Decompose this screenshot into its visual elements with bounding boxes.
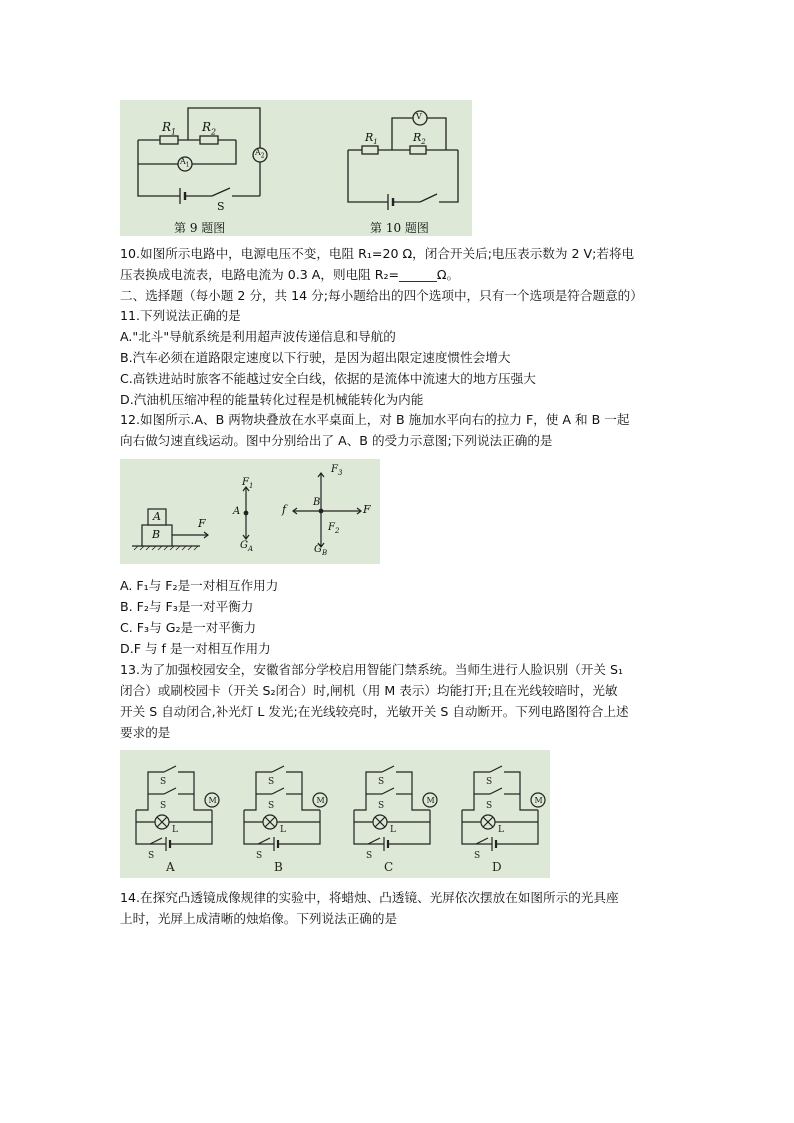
q13-line3: 开关 S 自动闭合,补光灯 L 发光;在光线较亮时，光敏开关 S 自动断开。下列电路图符合上述 — [120, 704, 629, 719]
label-f3: $F_3$ — [331, 464, 343, 477]
voltmeter-v: V — [416, 112, 422, 121]
circuit-option-c — [354, 766, 437, 874]
label-ga: $G_A$ — [240, 540, 254, 553]
q13-line1: 13.为了加强校园安全，安徽省部分学校启用智能门禁系统。当师生进行人脸识别（开关 S₁ — [120, 662, 624, 677]
q10-line1: 10.如图所示电路中，电源电压不变，电阻 R₁=20 Ω，闭合开关后;电压表示数为 2 V;若将电 — [120, 246, 635, 261]
motor-m-label: M — [208, 796, 217, 805]
label-r1: $R_1$ — [162, 120, 177, 137]
label-f2: $F_2$ — [328, 522, 340, 535]
q11-stem: 11.下列说法正确的是 — [120, 308, 241, 323]
q12-option-d: D.F 与 f 是一对相互作用力 — [120, 641, 271, 656]
caption-q9: 第 9 题图 — [174, 221, 226, 235]
q13-line4: 要求的是 — [120, 725, 171, 740]
label-s: S — [148, 851, 155, 861]
circuit-option-d — [462, 766, 545, 874]
q12-line1: 12.如图所示.A、B 两物块叠放在水平桌面上，对 B 施加水平向右的拉力 F，使 A 和 B 一起 — [120, 412, 630, 427]
circuit-figure-q9-q10 — [120, 100, 472, 236]
label-l: L — [172, 825, 178, 835]
label-l: L — [390, 825, 396, 835]
section-2-heading: 二、选择题（每小题 2 分，共 14 分;每小题给出的四个选项中，只有一个选项是符合题意的） — [120, 288, 643, 303]
q14-line1: 14.在探究凸透镜成像规律的实验中，将蜡烛、凸透镜、光屏依次摆放在如图所示的光具座 — [120, 890, 619, 905]
label-r1-right: $R_1$ — [365, 131, 378, 147]
force-diagram-q12 — [120, 459, 380, 564]
caption-q10: 第 10 题图 — [370, 221, 429, 235]
circuit-option-b — [244, 766, 327, 874]
q11-option-d: D.汽油机压缩冲程的能量转化过程是机械能转化为内能 — [120, 392, 424, 407]
label-block-a: A — [153, 510, 161, 523]
option-label: D — [492, 860, 502, 874]
motor-m-label: M — [316, 796, 325, 805]
label-b-diagram: B — [313, 497, 321, 508]
q10-line2: 压表换成电流表，电路电流为 0.3 A，则电阻 R₂=______Ω。 — [120, 267, 460, 282]
label-block-b: B — [152, 528, 161, 541]
label-s: S — [474, 851, 481, 861]
label-l: L — [498, 825, 504, 835]
q12-line2: 向右做匀速直线运动。图中分别给出了 A、B 的受力示意图;下列说法正确的是 — [120, 433, 553, 448]
label-r2: $R_2$ — [202, 120, 217, 137]
motor-m-label: M — [534, 796, 543, 805]
label-switch-s: S — [217, 200, 225, 213]
q13-line2: 闭合）或刷校园卡（开关 S₂闭合）时,闸机（用 M 表示）均能打开;且在光线较暗时，光敏 — [120, 683, 618, 698]
option-label: A — [166, 860, 175, 874]
label-s1: S — [160, 777, 167, 787]
option-label: B — [274, 860, 283, 874]
label-s2: S — [160, 801, 167, 811]
circuit-option-a — [136, 766, 219, 874]
label-s1: S — [486, 777, 493, 787]
label-s: S — [256, 851, 263, 861]
q12-option-b: B. F₂与 F₃是一对平衡力 — [120, 599, 254, 614]
label-r2-right: $R_2$ — [413, 131, 426, 147]
label-f1: $F_1$ — [242, 477, 254, 490]
label-friction-f: f — [282, 503, 287, 516]
label-s: S — [366, 851, 373, 861]
label-a-diagram: A — [233, 506, 241, 517]
option-label: C — [384, 860, 394, 874]
ammeter-a1: $A_1$ — [180, 157, 190, 169]
motor-m-label: M — [426, 796, 435, 805]
q11-option-b: B.汽车必须在道路限定速度以下行驶，是因为超出限定速度惯性会增大 — [120, 350, 511, 365]
label-l: L — [280, 825, 286, 835]
label-s1: S — [268, 777, 275, 787]
label-s2: S — [268, 801, 275, 811]
q11-option-c: C.高铁进站时旅客不能越过安全白线，依据的是流体中流速大的地方压强大 — [120, 371, 536, 386]
ammeter-a2: $A_2$ — [255, 148, 265, 160]
circuit-options-q13 — [120, 750, 550, 878]
label-s1: S — [378, 777, 385, 787]
q12-option-a: A. F₁与 F₂是一对相互作用力 — [120, 578, 279, 593]
q11-option-a: A."北斗"导航系统是利用超声波传递信息和导航的 — [120, 329, 396, 344]
q12-option-c: C. F₃与 G₂是一对平衡力 — [120, 620, 257, 635]
label-s2: S — [486, 801, 493, 811]
circuit-q10 — [348, 111, 458, 210]
q14-line2: 上时，光屏上成清晰的烛焰像。下列说法正确的是 — [120, 911, 398, 926]
label-force-f-right: F — [363, 503, 371, 516]
label-s2: S — [378, 801, 385, 811]
label-gb: $G_B$ — [314, 544, 328, 557]
label-force-f-left: F — [198, 517, 206, 530]
